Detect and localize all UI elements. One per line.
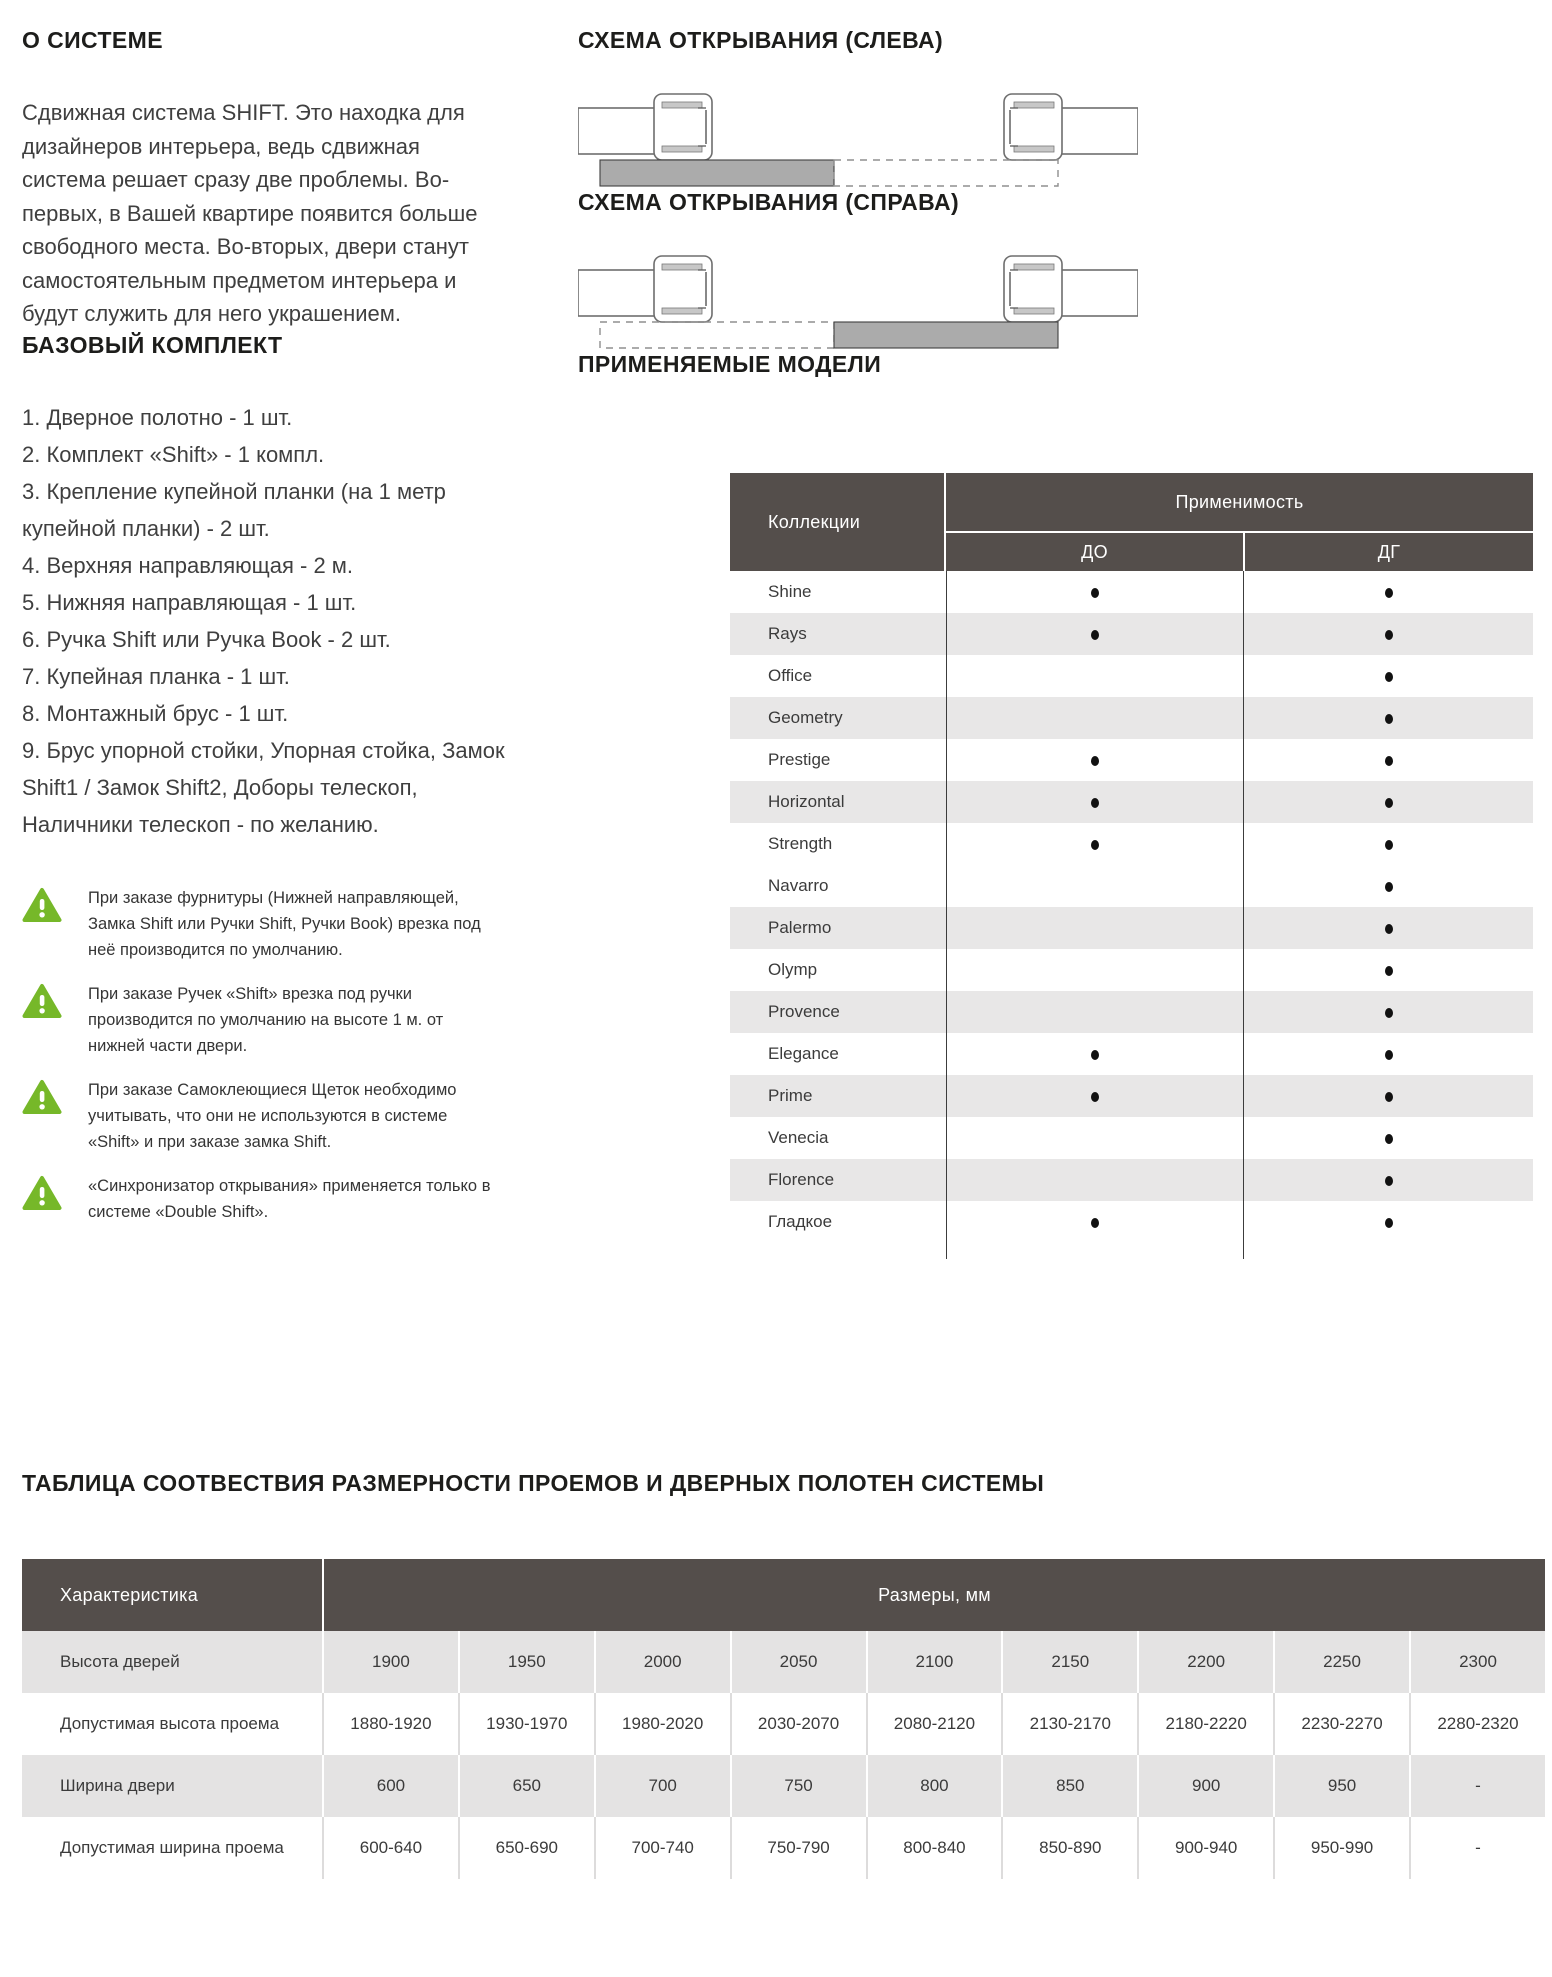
models-table-row: [730, 613, 1533, 655]
applicability-dg-cell: [1243, 949, 1533, 991]
opening-scheme-left-diagram: [578, 92, 1138, 188]
warning-note: [22, 1173, 508, 1225]
models-table-row: [730, 865, 1533, 907]
kit-item: 5. Нижняя направляющая - 1 шт.: [22, 589, 357, 615]
applicability-dot: [1385, 798, 1393, 808]
applicability-do-cell: [946, 739, 1243, 781]
applicability-dot: [1385, 1050, 1393, 1060]
applicability-dot: [1385, 1092, 1393, 1102]
collection-name: Shine: [768, 582, 812, 601]
size-value-cell: -: [1409, 1817, 1545, 1879]
sizes-section: [22, 1469, 1545, 1879]
size-value-cell: 950-990: [1273, 1817, 1409, 1879]
models-table-row: [730, 949, 1533, 991]
kit-item: 2. Комплект «Shift» - 1 компл.: [22, 441, 325, 467]
models-heading: ПРИМЕНЯЕМЫЕ МОДЕЛИ: [578, 351, 882, 377]
warning-triangle-icon: [22, 1173, 66, 1225]
applicability-do-cell: [946, 1117, 1243, 1159]
models-header-dg: ДГ: [1243, 533, 1533, 571]
models-table-row: [730, 1033, 1533, 1075]
models-table-row: [730, 907, 1533, 949]
applicability-dot: [1091, 588, 1099, 598]
applicability-do-cell: [946, 949, 1243, 991]
applicability-dg-cell: [1243, 1075, 1533, 1117]
collection-name: Prestige: [768, 750, 831, 769]
models-table-header: [730, 473, 1533, 571]
size-row-label: Допустимая ширина проема: [60, 1838, 284, 1857]
door-jamb-left: [578, 94, 712, 160]
collection-name: Florence: [730, 1159, 946, 1201]
applicability-do-cell: [946, 1033, 1243, 1075]
size-value-cell: 2050: [730, 1631, 866, 1693]
models-table-row: [730, 1117, 1533, 1159]
applicability-do-cell: [946, 823, 1243, 865]
applicability-dg-cell: [1243, 865, 1533, 907]
models-table-row: [730, 571, 1533, 613]
applicability-dg-cell: [1243, 613, 1533, 655]
sizes-table-row: [22, 1693, 1545, 1755]
collection-name: Venecia: [768, 1128, 829, 1147]
door-panel-open-dashed: [834, 160, 1058, 186]
applicability-dg-cell: [1243, 1201, 1533, 1243]
size-value-cell: 650-690: [458, 1817, 594, 1879]
models-table-row: [730, 781, 1533, 823]
applicability-dot: [1091, 840, 1099, 850]
applicability-dot: [1385, 672, 1393, 682]
warning-triangle-icon: [22, 1077, 66, 1155]
applicability-dg-cell: [1243, 1033, 1533, 1075]
collection-name: Rays: [730, 613, 946, 655]
size-value-cell: 700-740: [594, 1817, 730, 1879]
size-value-cell: 1900: [322, 1631, 458, 1693]
applicability-dot: [1385, 840, 1393, 850]
warning-text: «Синхронизатор открывания» применяется только в системе «Double Shift».: [88, 1176, 491, 1221]
applicability-dg-cell: [1243, 739, 1533, 781]
sizes-header-characteristic: Характеристика: [22, 1559, 322, 1631]
applicability-do-cell: [946, 991, 1243, 1033]
about-paragraph: Сдвижная система SHIFT. Это находка для дизайнеров интерьера, ведь сдвижная система решает сразу две проблемы. Во-первых, в Вашей квартире появится больше свободного места. Во-вторых, двери станут самостоятельным предметом интерьера и будут служить для него украшением.: [22, 100, 478, 326]
applicability-do-cell: [946, 865, 1243, 907]
applicability-dg-cell: [1243, 571, 1533, 613]
applicability-dot: [1385, 1134, 1393, 1144]
models-header-applicability: Применимость: [946, 473, 1533, 533]
warning-note: [22, 885, 508, 963]
size-value-cell: 750-790: [730, 1817, 866, 1879]
size-value-cell: 2300: [1409, 1631, 1545, 1693]
sizes-header-dimensions: Размеры, мм: [322, 1559, 1545, 1631]
applicability-do-cell: [946, 613, 1243, 655]
warning-text: При заказе Самоклеющиеся Щеток необходимо учитывать, что они не используются в системе «Shift» и при заказе замка Shift.: [88, 1080, 457, 1151]
size-value-cell: 2280-2320: [1409, 1693, 1545, 1755]
sizes-table-body: [22, 1631, 1545, 1879]
applicability-dg-cell: [1243, 781, 1533, 823]
collection-name: Olymp: [768, 960, 818, 979]
size-value-cell: 2030-2070: [730, 1693, 866, 1755]
applicability-do-cell: [946, 1075, 1243, 1117]
applicability-dot: [1091, 630, 1099, 640]
sizes-table-row: [22, 1755, 1545, 1817]
applicability-dot: [1385, 588, 1393, 598]
kit-item: 6. Ручка Shift или Ручка Book - 2 шт.: [22, 626, 391, 652]
models-table-row: [730, 1201, 1533, 1243]
applicability-do-cell: [946, 781, 1243, 823]
kit-item: 9. Брус упорной стойки, Упорная стойка, Замок Shift1 / Замок Shift2, Доборы телескоп, Наличники телескоп - по желанию.: [22, 737, 505, 837]
collection-name: Geometry: [730, 697, 946, 739]
right-column: [578, 26, 1545, 1259]
applicability-do-cell: [946, 571, 1243, 613]
collection-name: Horizontal: [730, 781, 946, 823]
collection-name: Provence: [730, 991, 946, 1033]
door-panel-closed: [834, 322, 1058, 348]
warning-note: [22, 1077, 508, 1155]
size-value-cell: 2080-2120: [866, 1693, 1002, 1755]
warning-text: При заказе фурнитуры (Нижней направляющей, Замка Shift или Ручки Shift, Ручки Book) врезка под неё производится по умолчанию.: [88, 888, 481, 959]
applicability-dot: [1091, 1218, 1099, 1228]
applicability-dot: [1091, 798, 1099, 808]
applicability-dg-cell: [1243, 907, 1533, 949]
size-value-cell: 600-640: [322, 1817, 458, 1879]
kit-item: 3. Крепление купейной планки (на 1 метр купейной планки) - 2 шт.: [22, 478, 446, 541]
applicability-do-cell: [946, 697, 1243, 739]
size-value-cell: 600: [322, 1755, 458, 1817]
applicability-dg-cell: [1243, 991, 1533, 1033]
door-panel-closed: [600, 160, 834, 186]
door-jamb-left: [578, 256, 712, 322]
applicability-do-cell: [946, 907, 1243, 949]
models-table-row: [730, 739, 1533, 781]
sizes-table: [22, 1559, 1545, 1879]
applicability-dg-cell: [1243, 823, 1533, 865]
scheme-right-heading: СХЕМА ОТКРЫВАНИЯ (СПРАВА): [578, 189, 960, 215]
applicability-dg-cell: [1243, 697, 1533, 739]
collection-name: Elegance: [768, 1044, 839, 1063]
size-value-cell: 1950: [458, 1631, 594, 1693]
applicability-dot: [1385, 714, 1393, 724]
sizes-table-header: [22, 1559, 1545, 1631]
size-value-cell: 2100: [866, 1631, 1002, 1693]
models-table-body: [730, 571, 1533, 1243]
applicability-dg-cell: [1243, 1159, 1533, 1201]
size-value-cell: 750: [730, 1755, 866, 1817]
collection-name: Гладкое: [768, 1212, 833, 1231]
applicability-dot: [1385, 756, 1393, 766]
sizes-heading: ТАБЛИЦА СООТВЕСТВИЯ РАЗМЕРНОСТИ ПРОЕМОВ И ДВЕРНЫХ ПОЛОТЕН СИСТЕМЫ: [22, 1470, 1045, 1496]
applicability-dot: [1385, 1176, 1393, 1186]
models-table-row: [730, 991, 1533, 1033]
applicable-models-table: [730, 473, 1533, 1259]
size-value-cell: 2180-2220: [1137, 1693, 1273, 1755]
models-header-do: ДО: [946, 533, 1243, 571]
kit-item: 1. Дверное полотно - 1 шт.: [22, 404, 293, 430]
models-header-collections: Коллекции: [730, 473, 946, 571]
collection-name: Navarro: [768, 876, 829, 895]
opening-scheme-right-diagram: [578, 254, 1138, 350]
applicability-dg-cell: [1243, 1117, 1533, 1159]
size-value-cell: 900: [1137, 1755, 1273, 1817]
size-value-cell: 850-890: [1001, 1817, 1137, 1879]
applicability-dot: [1091, 1050, 1099, 1060]
size-value-cell: 900-940: [1137, 1817, 1273, 1879]
size-value-cell: -: [1409, 1755, 1545, 1817]
size-value-cell: 1880-1920: [322, 1693, 458, 1755]
applicability-dot: [1385, 630, 1393, 640]
about-heading: О СИСТЕМЕ: [22, 27, 163, 53]
size-value-cell: 2130-2170: [1001, 1693, 1137, 1755]
applicability-do-cell: [946, 1201, 1243, 1243]
size-value-cell: 2250: [1273, 1631, 1409, 1693]
size-value-cell: 800-840: [866, 1817, 1002, 1879]
kit-heading: БАЗОВЫЙ КОМПЛЕКТ: [22, 331, 283, 358]
collection-name: Prime: [730, 1075, 946, 1117]
models-table-line-extension: [730, 1243, 1533, 1259]
size-value-cell: 2150: [1001, 1631, 1137, 1693]
warning-triangle-icon: [22, 885, 66, 963]
size-row-label: Ширина двери: [22, 1755, 322, 1817]
door-jamb-right: [1004, 94, 1138, 160]
sizes-table-row: [22, 1817, 1545, 1879]
size-value-cell: 1930-1970: [458, 1693, 594, 1755]
size-value-cell: 650: [458, 1755, 594, 1817]
size-value-cell: 2230-2270: [1273, 1693, 1409, 1755]
kit-item: 4. Верхняя направляющая - 2 м.: [22, 552, 354, 578]
applicability-dg-cell: [1243, 655, 1533, 697]
sizes-table-row: [22, 1631, 1545, 1693]
warning-text: При заказе Ручек «Shift» врезка под ручки производится по умолчанию на высоте 1 м. от нижней части двери.: [88, 984, 444, 1055]
size-value-cell: 850: [1001, 1755, 1137, 1817]
kit-item: 8. Монтажный брус - 1 шт.: [22, 700, 289, 726]
size-value-cell: 800: [866, 1755, 1002, 1817]
size-value-cell: 2200: [1137, 1631, 1273, 1693]
applicability-do-cell: [946, 1159, 1243, 1201]
top-two-column-layout: [22, 26, 1545, 1259]
applicability-dot: [1385, 1218, 1393, 1228]
kit-item: 7. Купейная планка - 1 шт.: [22, 663, 290, 689]
warning-notes: [22, 885, 508, 1225]
models-table-row: [730, 1075, 1533, 1117]
warning-triangle-icon: [22, 981, 66, 1059]
warning-note: [22, 981, 508, 1059]
applicability-dot: [1385, 924, 1393, 934]
kit-list: [22, 399, 508, 843]
models-table-row: [730, 697, 1533, 739]
size-value-cell: 1980-2020: [594, 1693, 730, 1755]
size-value-cell: 2000: [594, 1631, 730, 1693]
collection-name: Palermo: [730, 907, 946, 949]
applicability-do-cell: [946, 655, 1243, 697]
applicability-dot: [1091, 756, 1099, 766]
applicability-dot: [1091, 1092, 1099, 1102]
door-panel-open-dashed: [600, 322, 834, 348]
applicability-dot: [1385, 882, 1393, 892]
left-column: [22, 26, 508, 1243]
models-table-row: [730, 655, 1533, 697]
collection-name: Office: [768, 666, 813, 685]
applicability-dot: [1385, 966, 1393, 976]
models-table-row: [730, 823, 1533, 865]
size-row-label: Высота дверей: [22, 1631, 322, 1693]
size-value-cell: 700: [594, 1755, 730, 1817]
collection-name: Strength: [768, 834, 833, 853]
size-value-cell: 950: [1273, 1755, 1409, 1817]
scheme-left-heading: СХЕМА ОТКРЫВАНИЯ (СЛЕВА): [578, 27, 944, 53]
size-row-label: Допустимая высота проема: [60, 1714, 280, 1733]
door-jamb-right: [1004, 256, 1138, 322]
applicability-dot: [1385, 1008, 1393, 1018]
models-table-row: [730, 1159, 1533, 1201]
